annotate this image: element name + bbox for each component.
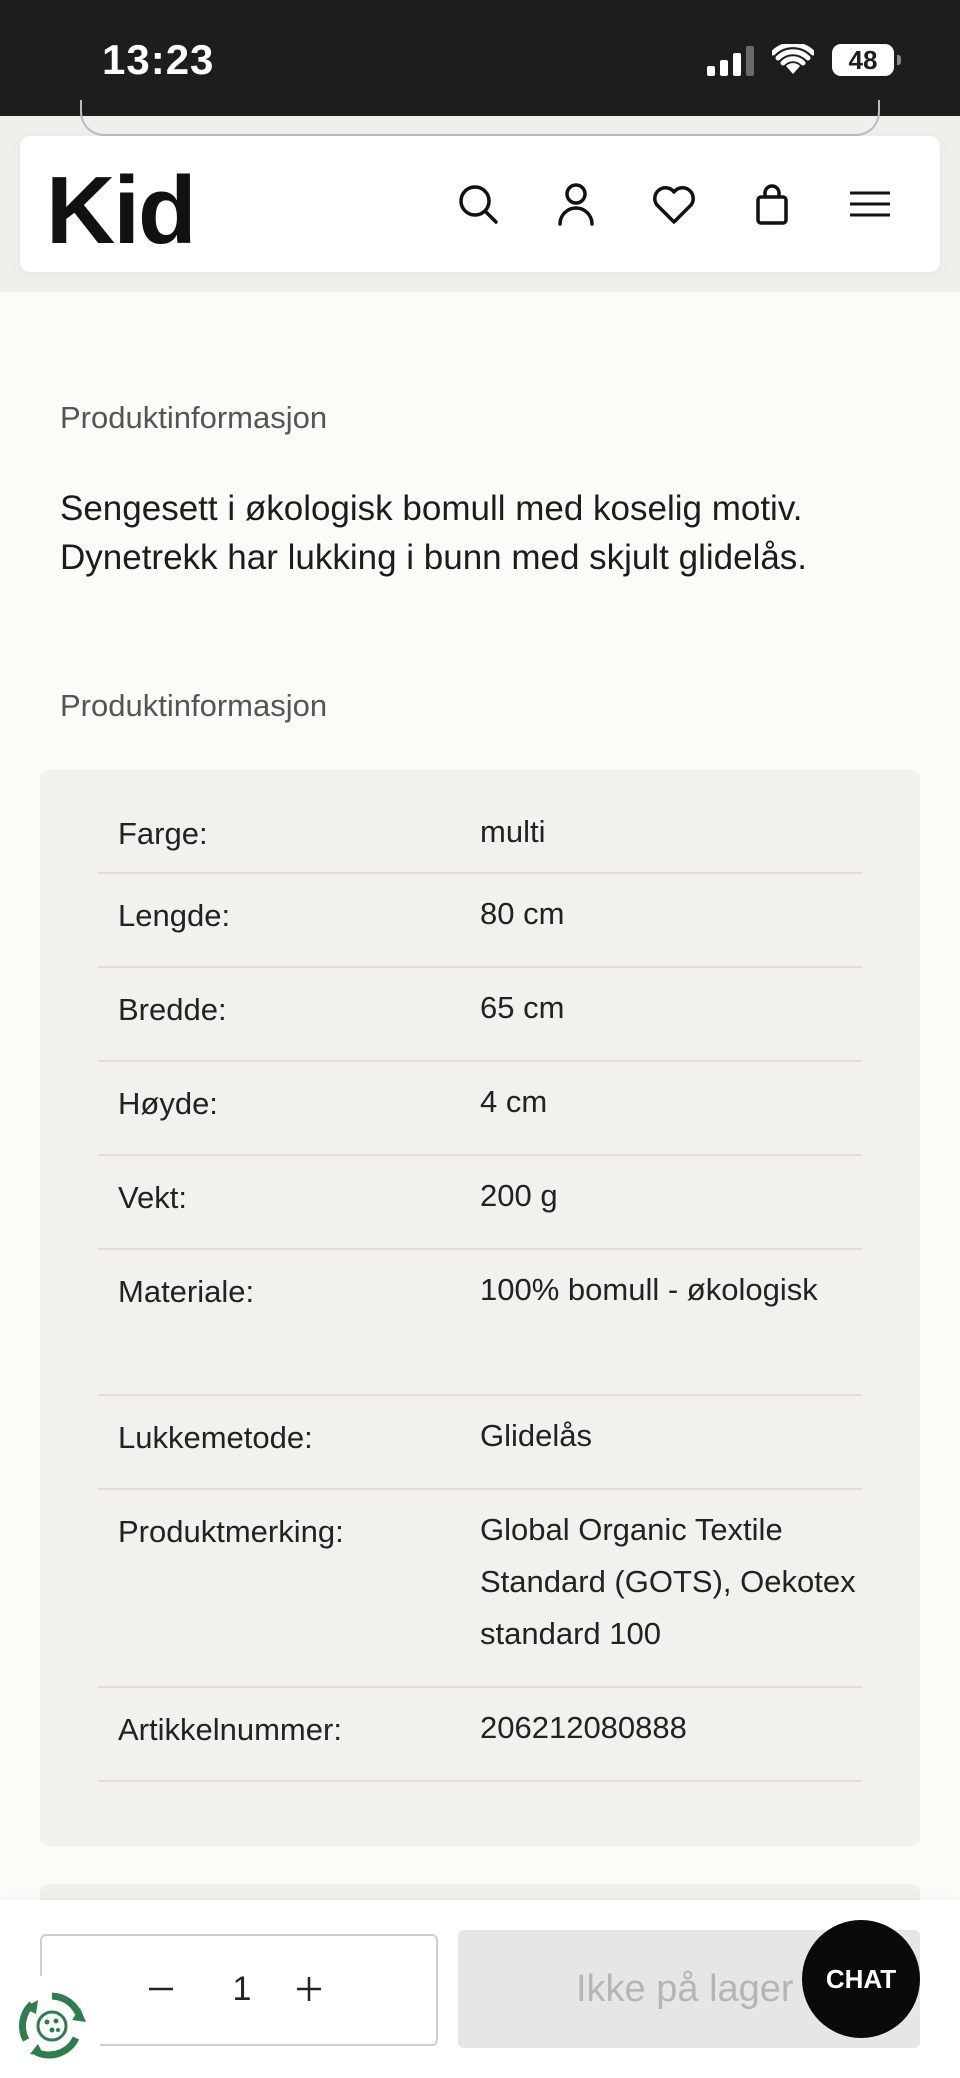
out-of-stock-button[interactable]: Ikke på lager: [458, 1930, 920, 2048]
product-description: Sengesett i økologisk bomull med koselig motiv. Dynetrekk har lukking i bunn med skjult glidelås.: [60, 489, 808, 577]
spec-value: 65 cm: [480, 990, 565, 1025]
spec-row-produktmerking: [98, 1490, 862, 1688]
spec-row-lukkemetode: [98, 1396, 862, 1490]
battery-icon: 48: [832, 44, 894, 76]
user-icon[interactable]: [552, 180, 600, 228]
site-header: [20, 136, 940, 272]
description-label: Produktinformasjon: [60, 400, 328, 435]
spec-value: 80 cm: [480, 896, 565, 931]
spec-row-materiale: [98, 1250, 862, 1396]
spec-row-artikkelnummer: [98, 1688, 862, 1782]
increase-quantity-button[interactable]: [284, 1964, 334, 2014]
decrease-quantity-button[interactable]: [136, 1964, 186, 2014]
spec-key: Vekt:: [118, 1180, 187, 1215]
search-field-edge: [80, 100, 880, 136]
spec-key: Farge:: [118, 816, 208, 851]
wifi-icon: [772, 44, 814, 76]
spec-table: [40, 770, 920, 1846]
spec-value: multi: [480, 814, 546, 849]
spec-key: Lengde:: [118, 898, 231, 933]
spec-row-bredde: [98, 968, 862, 1062]
chat-button[interactable]: CHAT: [802, 1920, 920, 2038]
bag-icon[interactable]: [748, 180, 796, 228]
spec-value: 200 g: [480, 1178, 558, 1213]
specs-label: Produktinformasjon: [60, 688, 328, 723]
status-icons: [707, 44, 894, 76]
spec-value: Global Organic Textile Standard (GOTS), Oekotex standard 100: [480, 1512, 856, 1651]
spec-value: 206212080888: [480, 1710, 687, 1745]
spec-key: Materiale:: [118, 1274, 255, 1309]
spec-key: Bredde:: [118, 992, 227, 1027]
spec-key: Høyde:: [118, 1086, 218, 1121]
status-bar: [0, 0, 960, 116]
spec-key: Artikkelnummer:: [118, 1712, 342, 1747]
eco-badge[interactable]: [0, 1976, 100, 2078]
status-time: 13:23: [102, 36, 215, 83]
spec-key: Lukkemetode:: [118, 1420, 313, 1455]
spec-row-farge: [98, 792, 862, 874]
minus-icon: [146, 1974, 176, 2004]
search-icon[interactable]: [454, 180, 502, 228]
plus-icon: [294, 1974, 324, 2004]
spec-value: 100% bomull - økologisk: [480, 1272, 818, 1307]
quantity-value[interactable]: 1: [232, 1970, 252, 2008]
spec-value: 4 cm: [480, 1084, 548, 1119]
spec-row-lengde: [98, 874, 862, 968]
menu-icon[interactable]: [846, 180, 894, 228]
spec-row-hoyde: [98, 1062, 862, 1156]
spec-value: Glidelås: [480, 1418, 592, 1453]
heart-icon[interactable]: [650, 180, 698, 228]
spec-row-vekt: [98, 1156, 862, 1250]
spec-key: Produktmerking:: [118, 1514, 344, 1549]
logo[interactable]: Kid: [46, 157, 195, 264]
recycle-icon: [16, 1990, 88, 2062]
signal-icon: [707, 44, 754, 76]
